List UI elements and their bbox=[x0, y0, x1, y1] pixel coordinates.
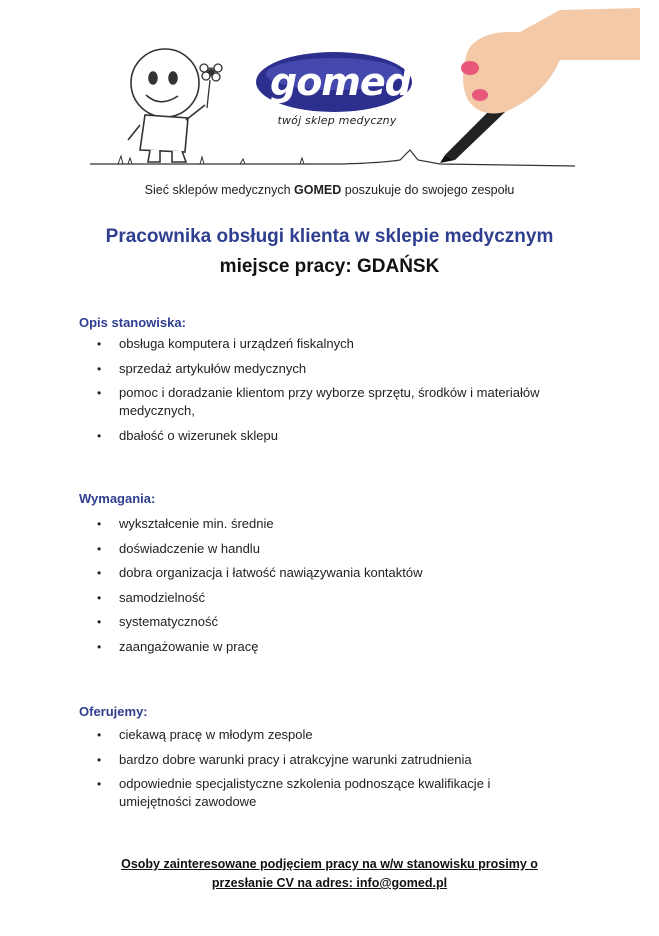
hand-with-pencil-icon bbox=[440, 8, 640, 163]
intro-line bbox=[0, 183, 659, 197]
list-item: • ciekawą pracę w młodym zespole bbox=[95, 726, 555, 744]
logo-name: gomed bbox=[270, 60, 411, 104]
grass-marks bbox=[118, 156, 304, 164]
description-list bbox=[95, 335, 555, 451]
list-item: • pomoc i doradzanie klientom przy wyborze sprzętu, środków i materiałów medycznych, bbox=[95, 384, 555, 420]
intro-brand: GOMED bbox=[294, 183, 342, 197]
contact-info bbox=[0, 855, 659, 893]
list-item: • bardzo dobre warunki pracy i atrakcyjne warunki zatrudnienia bbox=[95, 751, 555, 769]
flower-icon bbox=[200, 64, 222, 108]
list-item: • dbałość o wizerunek sklepu bbox=[95, 427, 555, 445]
offer-heading: Oferujemy: bbox=[79, 704, 148, 719]
list-item: • zaangażowanie w pracę bbox=[95, 638, 555, 656]
list-item: • wykształcenie min. średnie bbox=[95, 515, 555, 533]
requirements-list bbox=[95, 515, 555, 662]
list-item: • obsługa komputera i urządzeń fiskalnych bbox=[95, 335, 555, 353]
list-item: • doświadczenie w handlu bbox=[95, 540, 555, 558]
contact-line-1: Osoby zainteresowane podjęciem pracy na w/w stanowisku prosimy o bbox=[121, 857, 538, 871]
ground-line bbox=[90, 150, 575, 166]
offer-list bbox=[95, 726, 555, 818]
list-item: • samodzielność bbox=[95, 589, 555, 607]
list-item: • sprzedaż artykułów medycznych bbox=[95, 360, 555, 378]
intro-after: poszukuje do swojego zespołu bbox=[341, 183, 515, 197]
logo-tagline: twój sklep medyczny bbox=[277, 114, 397, 127]
list-item: • odpowiednie specjalistyczne szkolenia podnoszące kwalifikacje i umiejętności zawodowe bbox=[95, 775, 555, 811]
contact-line-2[interactable]: przesłanie CV na adres: info@gomed.pl bbox=[211, 876, 448, 890]
intro-before: Sieć sklepów medycznych bbox=[144, 183, 295, 197]
job-title: Pracownika obsługi klienta w sklepie medycznym bbox=[105, 226, 554, 247]
list-item: • dobra organizacja i łatwość nawiązywania kontaktów bbox=[95, 564, 555, 582]
description-heading: Opis stanowiska: bbox=[79, 315, 186, 330]
requirements-heading: Wymagania: bbox=[79, 491, 156, 506]
list-item: • systematyczność bbox=[95, 613, 555, 631]
cartoon-child-icon bbox=[128, 49, 205, 162]
job-location: miejsce pracy: GDAŃSK bbox=[219, 256, 440, 277]
